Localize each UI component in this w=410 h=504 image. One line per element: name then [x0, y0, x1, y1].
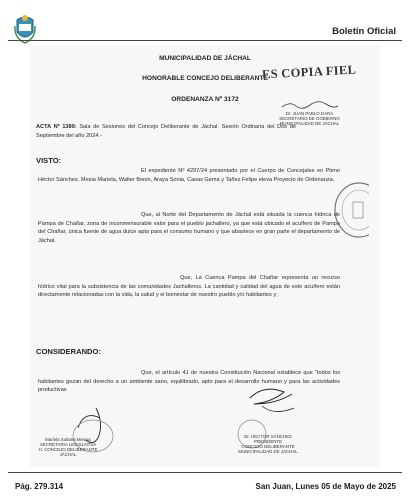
footer-rule [8, 472, 402, 473]
ordinance-number: ORDENANZA Nº 3172 [171, 96, 239, 103]
acta-label: ACTA Nº 1389: [36, 124, 77, 130]
round-seal-icon [333, 180, 369, 240]
copy-stamp-signer: Dr. JUAN PABLO DARA SECRETARIO DE GOBIERNO MUNICIPALIDAD DE JÁCHAL [272, 100, 347, 126]
visto-paragraph-1: El expediente Nº 4297/24 presentado por el Cuerpo de Concejales en Pleno Héctor Sánchez, Mesia Mariela, Walter Benin, Araya Sonia, Casas Gema y Tañez Felipe eleva Proyecto de Ordenanza. [38, 168, 340, 183]
copy-stamp: ES COPIA FIEL [261, 62, 357, 82]
visto-heading: VISTO: [36, 156, 62, 165]
acta-line [36, 123, 296, 140]
signer-signature-icon [280, 100, 340, 110]
municipality-name: MUNICIPALIDAD DE JÁCHAL [159, 55, 251, 62]
publication-date: San Juan, Lunes 05 de Mayo de 2025 [255, 482, 396, 491]
bulletin-title: Boletín Oficial [332, 26, 396, 37]
visto-paragraph-2: Que, al Norte del Departamento de Jáchal está situada la cuenca hídrica de Pampa de Chañar, zona de inconmensurable valor para el pueblo jachallero, ya que está ubicado el acuífero de Pampa del Chañar, única fuente de agua dulce apta para el consumo humano y que abastece en gran parte el departamento de Jáchal. [38, 212, 340, 244]
page-header [0, 0, 410, 50]
visto-paragraph-3: Que, La Cuenca Pampa del Chañar representa un recurso hídrico vital para la subsistencia de las comunidades Jachalleros. La cantidad y calidad del agua de este acuífero están directamente relacionadas con la vida, la salud y el bienestar de nuestro pueblo y/o habitantes y; [38, 275, 340, 298]
council-name: HONORABLE CONCEJO DELIBERANTE [142, 75, 268, 82]
left-signature-block: Mariela Sultana Mesias SECRETARIA LEGISLATIVA H. CONCEJO DELIBERANTE JÁCHAL [38, 437, 98, 457]
page-number: Pág. 279.314 [15, 482, 64, 491]
considerando-heading: CONSIDERANDO: [36, 347, 101, 356]
header-rule [8, 40, 402, 41]
right-signature-block: Dr. HÉCTOR SÁNCHEZ PRESIDENTE CONCEJO DELIBERANTE MUNICIPALIDAD DE JÁCHAL [238, 434, 298, 454]
acta-text: Sala de Sesiones del Concejo Deliberante de Jáchal. Sesión Ordinaria del Dos de Septiembre del año 2024.- [36, 124, 296, 139]
considerando-paragraph-1: Que, el artículo 41 de nuestra Constitución Nacional establece que "todos los habitantes gozan del derecho a un ambiente sano, equilibrado, apto para el desarrollo humano y para las actividades productivas [38, 370, 340, 393]
